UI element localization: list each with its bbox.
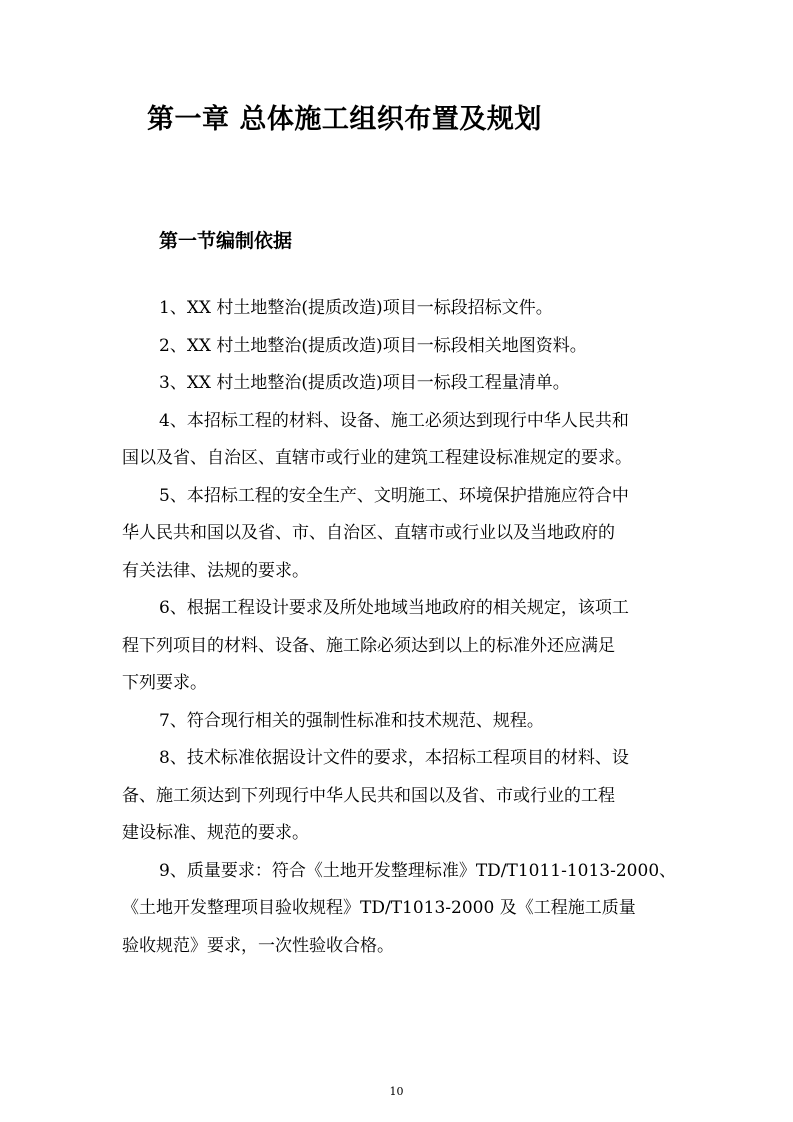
body-text: [122, 290, 682, 965]
paragraph-2: [122, 328, 682, 366]
paragraph-8: [122, 740, 682, 853]
paragraph-line: 4、本招标工程的材料、设备、施工必须达到现行中华人民共和: [159, 410, 629, 431]
paragraph-line: 8、技术标准依据设计文件的要求，本招标工程项目的材料、设: [159, 748, 629, 768]
paragraph-9: [122, 853, 682, 966]
paragraph-3: [122, 365, 682, 403]
paragraph-line: 9、质量要求：符合《土地开发整理标准》TD/T1011-1013-2000、: [159, 860, 677, 881]
section-title: 第一节编制依据: [159, 230, 293, 252]
paragraph-line: 程下列项目的材料、设备、施工除必须达到以上的标准外还应满足: [122, 635, 615, 656]
paragraph-line: 2、XX 村土地整治(提质改造)项目一标段相关地图资料。: [159, 335, 587, 356]
paragraph-line: 3、XX 村土地整治(提质改造)项目一标段工程量清单。: [159, 373, 570, 393]
paragraph-5: [122, 478, 682, 591]
paragraph-line: 《土地开发整理项目验收规程》TD/T1013-2000 及《工程施工质量: [122, 898, 636, 918]
paragraph-line: 验收规范》要求，一次性验收合格。: [122, 935, 394, 956]
paragraph-line: 备、施工须达到下列现行中华人民共和国以及省、市或行业的工程: [122, 785, 615, 806]
paragraph-7: [122, 703, 682, 741]
paragraph-line: 华人民共和国以及省、市、自治区、直辖市或行业以及当地政府的: [122, 523, 615, 543]
paragraph-line: 下列要求。: [122, 673, 207, 693]
paragraph-line: 建设标准、规范的要求。: [122, 823, 309, 843]
paragraph-1: [122, 290, 682, 328]
page-number: 10: [389, 1085, 404, 1098]
paragraph-line: 5、本招标工程的安全生产、文明施工、环境保护措施应符合中: [159, 485, 629, 506]
paragraph-line: 7、符合现行相关的强制性标准和技术规范、规程。: [159, 710, 544, 731]
paragraph-line: 1、XX 村土地整治(提质改造)项目一标段招标文件。: [159, 298, 553, 318]
paragraph-line: 有关法律、法规的要求。: [122, 560, 309, 581]
paragraph-4: [122, 403, 682, 478]
chapter-title: 第一章 总体施工组织布置及规划: [147, 104, 542, 135]
paragraph-6: [122, 590, 682, 703]
paragraph-line: 6、根据工程设计要求及所处地域当地政府的相关规定，该项工: [159, 598, 629, 618]
paragraph-line: 国以及省、自治区、直辖市或行业的建筑工程建设标准规定的要求。: [122, 448, 632, 468]
